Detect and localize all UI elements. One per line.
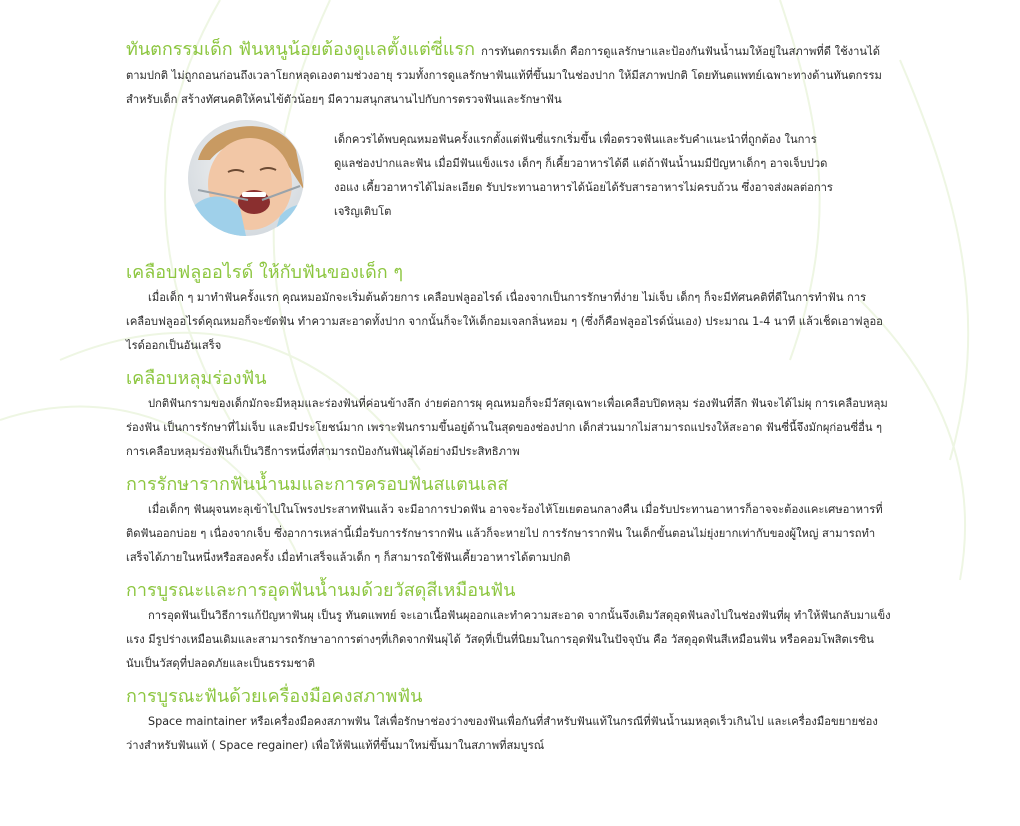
- section-title: การรักษารากฟันน้ำนมและการครอบฟันสแตนเลส: [126, 474, 509, 495]
- intro-text: การทันตกรรมเด็ก คือการดูแลรักษาและป้องกันฟันน้ำนมให้อยู่ในสภาพที่ดี ใช้งานได้ตามปกติ ไม่ถูกถอนก่อนถึงเวลาโยกหลุดเองตามช่วงอายุ รวมทั้งการดูแลรักษาฟันแท้ที่ขึ้นมาในช่องปาก ให้มีสภาพปกติ โดยทันตแพทย์เฉพาะทางด้านทันตกรรมสำหรับเด็ก สร้างทัศนคติให้คนไข้ตัวน้อยๆ มีความสนุกสนานไปกับการตรวจฟันและรักษาฟัน: [126, 45, 882, 106]
- section-text: เมื่อเด็กๆ ฟันผุจนทะลุเข้าไปในโพรงประสาทฟันแล้ว จะมีอาการปวดฟัน อาจจะร้องไห้โยเยตอนกลางคืน เมื่อรับประทานอาหารก็อาจจะต้องแคะเศษอาหารที่ติดฟันออกบ่อย ๆ เนื่องจากเจ็บ ซึ่งอาการเหล่านี้เมื่อรับการรักษารากฟัน แล้วก็จะหายไป การรักษารากฟัน ในเด็กขั้นตอนไม่ยุ่งยากเท่ากับของผู้ใหญ่ สามารถทำเสร็จได้ภายในหนึ่งหรือสองครั้ง เมื่อทำเสร็จแล้วเด็ก ๆ ก็สามารถใช้ฟันเคี้ยวอาหารได้ตามปกติ: [126, 503, 883, 564]
- page-title: ทันตกรรมเด็ก ฟันหนูน้อยต้องดูแลตั้งแต่ซี่แรก: [126, 39, 476, 60]
- child-dental-checkup-illustration: [188, 120, 304, 236]
- section-space-maintainer: [126, 684, 892, 758]
- section-fluoride: [126, 260, 892, 358]
- child-dental-checkup-photo: [188, 120, 304, 236]
- photo-caption-text: เด็กควรได้พบคุณหมอฟันครั้งแรกตั้งแต่ฟันซี่แรกเริ่มขึ้น เพื่อตรวจฟันและรับคำแนะนำที่ถูกต้อง ในการดูแลช่องปากและฟัน เมื่อมีฟันแข็งแรง เด็กๆ ก็เคี้ยวอาหารได้ดี แต่ถ้าฟันน้ำนมมีปัญหาเด็กๆ อาจเจ็บปวดงอแง เคี้ยวอาหารได้ไม่ละเอียด รับประทานอาหารได้น้อยได้รับสารอาหารไม่ครบถ้วน ซึ่งอาจส่งผลต่อการเจริญเติบโต: [334, 133, 833, 218]
- section-tooth-colored-filling: [126, 578, 892, 676]
- section-text: ปกติฟันกรามของเด็กมักจะมีหลุมและร่องฟันที่ค่อนข้างลึก ง่ายต่อการผุ คุณหมอก็จะมีวัสดุเฉพาะเพื่อเคลือบปิดหลุม ร่องฟันที่ลึก ฟันจะได้ไม่ผุ การเคลือบหลุมร่องฟัน เป็นการรักษาที่ไม่เจ็บ และมีประโยชน์มาก เพราะฟันกรามขึ้นอยู่ด้านในสุดของช่องปาก เด็กส่วนมากไม่สามารถแปรงให้สะอาด ฟันซี่นี้จึงมักผุก่อนซี่อื่น ๆ การเคลือบหลุมร่องฟันก็เป็นวิธีการหนึ่งที่สามารถป้องกันฟันผุได้อย่างมีประสิทธิภาพ: [126, 397, 888, 458]
- section-title: เคลือบหลุมร่องฟัน: [126, 368, 267, 389]
- section-title: เคลือบฟลูออไรด์ ให้กับฟันของเด็ก ๆ: [126, 262, 404, 283]
- section-text: การอุดฟันเป็นวิธีการแก้ปัญหาฟันผุ เป็นรู ทันตแพทย์ จะเอาเนื้อฟันผุออกและทำความสะอาด จากนั้นจึงเติมวัสดุอุดฟันลงไปในช่องฟันที่ผุ ทำให้ฟันกลับมาแข็งแรง มีรูปร่างเหมือนเดิมและสามารถรักษาอาการต่างๆที่เกิดจากฟันผุได้ วัสดุที่เป็นที่นิยมในการอุดฟันในปัจจุบัน คือ วัสดุอุดฟันสีเหมือนฟัน หรือคอมโพสิตเรซิน นับเป็นวัสดุที่ปลอดภัยและเป็นธรรมชาติ: [126, 609, 891, 670]
- section-sealant: [126, 366, 892, 464]
- section-title: การบูรณะและการอุดฟันน้ำนมด้วยวัสดุสีเหมือนฟัน: [126, 580, 516, 601]
- section-title: การบูรณะฟันด้วยเครื่องมือคงสภาพฟัน: [126, 686, 423, 707]
- section-text: Space maintainer หรือเครื่องมือคงสภาพฟัน ใส่เพื่อรักษาช่องว่างของฟันเพื่อกันที่สำหรับฟันแท้ในกรณีที่ฟันน้ำนมหลุดเร็วเกินไป และเครื่องมือขยายช่องว่างสำหรับฟันแท้ ( Space regainer) เพื่อให้ฟันแท้ที่ขึ้นมาใหม่ขึ้นมาในสภาพที่สมบูรณ์: [126, 715, 878, 752]
- section-root-canal-crown: [126, 472, 892, 570]
- photo-row: [126, 118, 892, 256]
- article-content: [126, 38, 892, 758]
- intro-paragraph: [126, 38, 892, 112]
- section-text: เมื่อเด็ก ๆ มาทำฟันครั้งแรก คุณหมอมักจะเริ่มต้นด้วยการ เคลือบฟลูออไรด์ เนื่องจากเป็นการรักษาที่ง่าย ไม่เจ็บ เด็กๆ ก็จะมีทัศนคติที่ดีในการทำฟัน การเคลือบฟลูออไรด์คุณหมอก็จะขัดฟัน ทำความสะอาดทั้งปาก จากนั้นก็จะให้เด็กอมเจลกลิ่นหอม ๆ (ซึ่งก็คือฟลูออไรด์นั่นเอง) ประมาณ 1-4 นาที แล้วเช็ดเอาฟลูออไรด์ออกเป็นอันเสร็จ: [126, 291, 883, 352]
